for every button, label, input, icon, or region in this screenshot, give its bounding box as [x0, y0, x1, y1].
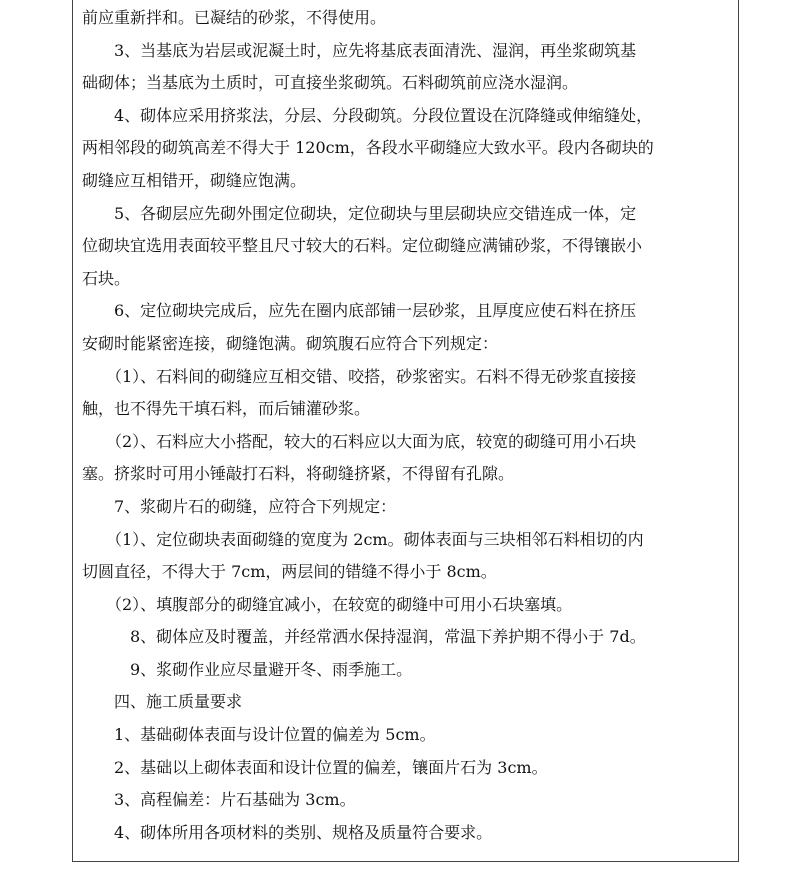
- text-line: 2、基础以上砌体表面和设计位置的偏差，镶面片石为 3cm。: [82, 757, 548, 777]
- text-line: 触，也不得先干填石料，而后铺灌砂浆。: [82, 399, 371, 419]
- text-line: 1、基础砌体表面与设计位置的偏差为 5cm。: [82, 725, 436, 745]
- text-line: 砌缝应互相错开，砌缝应饱满。: [82, 170, 307, 190]
- text-line: 切圆直径，不得大于 7cm，两层间的错缝不得小于 8cm。: [82, 562, 497, 582]
- text-line: 5、各砌层应先砌外围定位砌块，定位砌块与里层砌块应交错连成一体，定: [82, 203, 637, 223]
- text-line: 9、浆砌作业应尽量避开冬、雨季施工。: [82, 659, 413, 679]
- text-line: （1）、定位砌块表面砌缝的宽度为 2cm。砌体表面与三块相邻石料相切的内: [82, 529, 644, 549]
- document-body: [82, 2, 734, 849]
- section-heading: 四、施工质量要求: [82, 692, 243, 712]
- text-line: 础砌体；当基底为土质时，可直接坐浆砌筑。石料砌筑前应浇水湿润。: [82, 73, 579, 93]
- text-line: （1）、石料间的砌缝应互相交错、咬搭，砂浆密实。石料不得无砂浆直接接: [82, 366, 637, 386]
- text-line: 8、砌体应及时覆盖，并经常洒水保持湿润，常温下养护期不得小于 7d。: [82, 627, 646, 647]
- text-line: 6、定位砌块完成后，应先在圈内底部铺一层砂浆，且厚度应使石料在挤压: [82, 301, 637, 321]
- text-line: 两相邻段的砌筑高差不得大于 120cm，各段水平砌缝应大致水平。段内各砌块的: [82, 138, 654, 158]
- text-line: 前应重新拌和。已凝结的砂浆，不得使用。: [82, 8, 387, 27]
- text-line: （2）、石料应大小搭配，较大的石料应以大面为底，较宽的砌缝可用小石块: [82, 431, 637, 451]
- text-line: 塞。挤浆时可用小锤敲打石料，将砌缝挤紧，不得留有孔隙。: [82, 464, 515, 484]
- text-line: 安砌时能紧密连接，砌缝饱满。砌筑腹石应符合下列规定：: [82, 333, 499, 353]
- text-line: 3、高程偏差：片石基础为 3cm。: [82, 790, 356, 810]
- text-line: 4、砌体应采用挤浆法，分层、分段砌筑。分段位置设在沉降缝或伸缩缝处，: [82, 105, 653, 125]
- text-line: 石块。: [82, 268, 131, 288]
- text-line: （2）、填腹部分的砌缝宜减小，在较宽的砌缝中可用小石块塞填。: [82, 594, 573, 614]
- text-line: 7、浆砌片石的砌缝，应符合下列规定：: [82, 496, 397, 516]
- text-line: 位砌块宜选用表面较平整且尺寸较大的石料。定位砌缝应满铺砂浆，不得镶嵌小: [82, 236, 643, 256]
- text-line: 3、当基底为岩层或泥凝土时，应先将基底表面清洗、湿润，再坐浆砌筑基: [82, 40, 637, 60]
- text-line: 4、砌体所用各项材料的类别、规格及质量符合要求。: [82, 822, 493, 842]
